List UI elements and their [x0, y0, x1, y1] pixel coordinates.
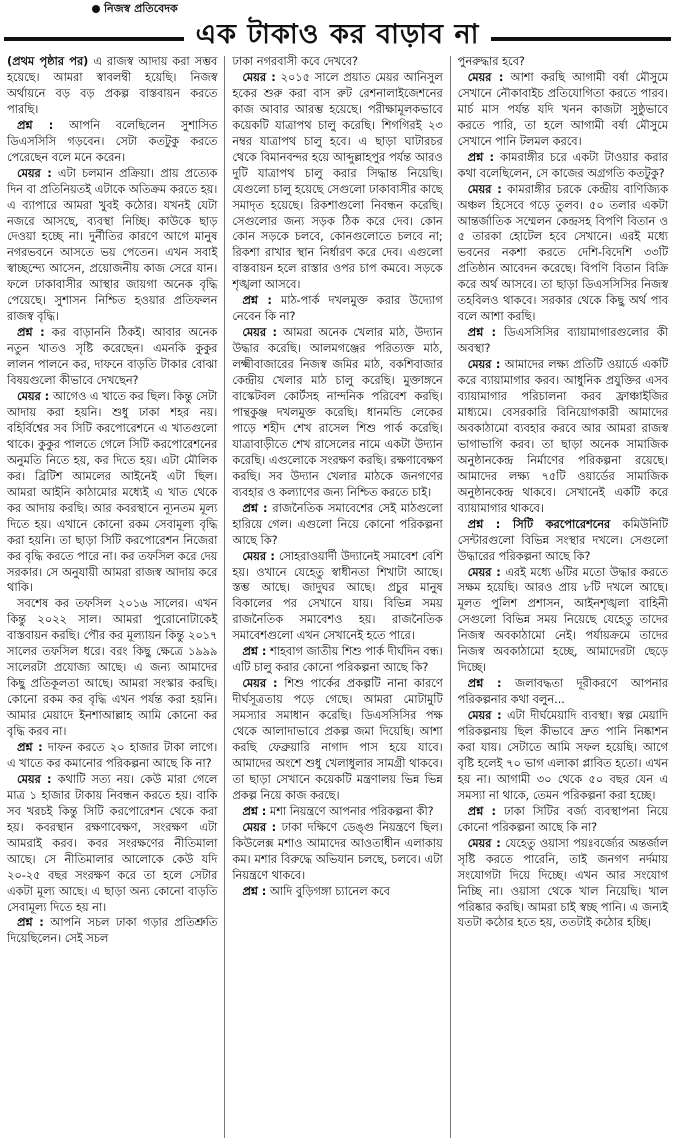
speaker-label: প্রশ্ন : — [242, 294, 272, 308]
paragraph-text: শিশু পার্কের প্রকল্পটি নানা কারণে দীর্ঘসূত্রতায় পড়ে গেছে। আমরা মোটামুটি সমস্যার সমাধান করেছি। ডিএসসিসির পক্ষ থেকে আলাদাভাবে প্রকল্প জমা দিয়েছি। আশা করছি ফেব্রুয়ারি নাগাদ পাস হয়ে যাবে। আমাদের অংশে শুধু খেলাধুলার সামগ্রী থাকবে। তা ছাড়া সেখানে কয়েকটি মন্ত্রণালয় ভিন্ন ভিন্ন প্রকল্প নিয়ে কাজ করছে। — [232, 677, 443, 802]
paragraph-text: কমিউনিটি সেন্টারগুলো বিভিন্ন সংস্থার দখলে। সেগুলো উদ্ধারের পরিকল্পনা আছে কি? — [457, 517, 668, 563]
paragraph — [458, 565, 668, 677]
speaker-label: মেয়র : — [467, 565, 501, 579]
article-body — [4, 54, 671, 1140]
column-1 — [4, 54, 220, 1140]
paragraph — [458, 517, 668, 565]
paragraph — [232, 804, 442, 820]
headline — [0, 14, 675, 59]
paragraph-text: আগেও এ খাতে কর ছিল। কিন্তু সেটা আদায় করা হয়নি। শুধু ঢাকা শহর নয়। বহির্বিশ্বের সব সিটি করপোরেশনে এ খাতগুলো থাকে। কুকুর পালতে গেলে সিটি করপোরেশনের অনুমতি নিতে হয়, কর দিতে হয়। এটা মৌলিক কর। ব্রিটিশ আমলের আইনেই এটা ছিল। আমরা আইনি কাঠামোর মধ্যেই এ খাত থেকে কর আদায় করছি। আর কবরস্থানে ন্যূনতম মূল্য দিতে হয়। এখানে কোনো রকম সেবামূল্য বৃদ্ধি করা হয়নি। তা ছাড়া সিটি করপোরেশন নিজেরা কর বৃদ্ধি করতে পারে না। কর তফসিল করে দেয় সরকার। সে অনুযায়ী আমরা রাজস্ব আদায় করে থাকি। — [7, 390, 218, 595]
paragraph — [232, 501, 442, 549]
speaker-label: প্রশ্ন : — [467, 677, 502, 691]
speaker-label: (প্রথম পৃষ্ঠার পর) — [7, 55, 89, 68]
paragraph — [458, 804, 668, 836]
paragraph-text: মশা নিয়ন্ত্রণে আপনার পরিকল্পনা কী? — [266, 804, 434, 818]
paragraph-text: আদি বুড়িগঙ্গা চ্যানেল কবে — [266, 884, 390, 898]
speaker-label: প্রশ্ন : — [17, 118, 54, 132]
paragraph-text: শাহবাগ জাতীয় শিশু পার্ক দীর্ঘদিন বন্ধ। এটি চালু করার কোনো পরিকল্পনা আছে কি? — [232, 645, 443, 675]
speaker-label: প্রশ্ন : — [242, 804, 267, 818]
paragraph — [7, 740, 217, 772]
paragraph — [458, 54, 668, 70]
paragraph-text: ঢাকা নগরবাসী কবে দেখবে? — [232, 55, 359, 68]
paragraph — [232, 644, 442, 676]
speaker-label: মেয়র : — [242, 549, 275, 563]
speaker-label: মেয়র : — [467, 709, 502, 723]
paragraph — [458, 70, 668, 150]
column-divider — [224, 56, 225, 1138]
paragraph-text: কর বাড়াননি ঠিকই। আবার অনেক নতুন খাতও সৃষ্টি করেছেন। এমনকি কুকুর লালন পালনে কর, দাফনে বাড়তি টাকার বোঝা বিষয়গুলো কীভাবে দেখছেন? — [7, 326, 218, 388]
speaker-label: মেয়র : — [242, 70, 276, 84]
column-divider — [450, 56, 451, 1138]
speaker-label: প্রশ্ন : — [242, 501, 268, 515]
paragraph — [7, 54, 217, 118]
paragraph — [458, 150, 668, 182]
headline-text: এক টাকাও কর বাড়াব না — [184, 19, 492, 50]
paragraph-text: কথাটি সত্য নয়। কেউ মারা গেলে মাত্র ১ হাজার টাকায় নিবন্ধন করতে হয়। বাকি সব খরচই কিন্তু সিটি করপোরেশন থেকে করা হয়। কবরস্থান রক্ষণাবেক্ষণ, সংরক্ষণ এটা আমরাই করব। কবর সংরক্ষণের নীতিমালা আছে। সে নীতিমালার আলোকে কেউ যদি ২০-২৫ বছর সংরক্ষণ করে তা হলে সেটার একটা মূল্য আছে। এ ছাড়া অন্য কোনো বাড়তি সেবামূল্য দিতে হয় না। — [7, 772, 218, 914]
speaker-label: মেয়র : — [242, 677, 278, 691]
paragraph — [7, 596, 217, 740]
paragraph — [232, 884, 442, 900]
speaker-label: মেয়র : — [467, 836, 501, 850]
paragraph-text: ২০১৫ সালে প্রয়াত মেয়র আনিসুল হকের শুরু করা বাস রুট রেশনালাইজেশনের কাজ আবার আরম্ভ হয়েছে। পরীক্ষামূলকভাবে কয়েকটি যাত্রাপথ চালু করেছি। শিগগিরই ২৩ নম্বর যাত্রাপথ চালু হবে। এ ছাড়া ঘাটারচর থেকে বিমানবন্দর হয়ে আব্দুল্লাহপুর পর্যন্ত আরও দুটি যাত্রাপথ চালু করার সিদ্ধান্ত নিয়েছি। যেগুলো চালু হয়েছে সেগুলো ঢাকাবাসীর কাছে সমাদৃত হয়েছে। রিকশাগুলো নিবন্ধন করেছি। সেগুলোর জন্য সড়ক ঠিক করে দেব। কোন কোন সড়কে চলবে, কোনগুলোতে চলবে না; রিকশা রাখার স্থান নির্ধারণ করে দেব। এগুলো বাস্তবায়ন হলে রাস্তার ওপর চাপ কমবে। সড়কে শৃঙ্খলা আসবে। — [232, 70, 443, 292]
paragraph-text: যেহেতু ওয়াসা পয়ঃবর্জ্যের অন্তর্জাল সৃষ্টি করতে পারেনি, তাই জনগণ নর্দমায় সংযোগটা দিয়ে দিচ্ছে। এখন আর সংযোগ নিচ্ছি না। ওয়াসা থেকে খাল নিয়েছি। খাল পরিষ্কার করছি। আমরা চাই স্বচ্ছ পানি। এ জন্যই যতটা কঠোর হতে হয়, ততটাই কঠোর হচ্ছি। — [457, 836, 668, 930]
paragraph-text: কামরাঙ্গীর চরকে কেন্দ্রীয় বাণিজ্যিক অঞ্চল হিসেবে গড়ে তুলব। ৫০ তলার একটা আন্তর্জাতিক সম্মেলন কেন্দ্রসহ বিপণি বিতান ও ৫ তারকা হোটেল হবে সেখানে। এরই মধ্যে ভবনের নকশা করতে দেশি-বিদেশি ৩৩টি প্রতিষ্ঠান আবেদন করেছে। বিপণি বিতান বিক্রি করে অর্থ আসবে। তা ছাড়া ডিএসসিসির নিজস্ব তহবিলও থাকবে। সরকার থেকে কিছু অর্থ পাব বলে আশা করছি। — [457, 182, 668, 324]
speaker-label: মেয়র : — [17, 166, 52, 180]
paragraph — [232, 70, 442, 293]
paragraph-text: পুনরুদ্ধার হবে? — [457, 55, 525, 68]
paragraph-text: আশা করছি আগামী বর্ষা মৌসুমে সেখানে নৌকাবাইচ প্রতিযোগিতা করতে পারব। মার্চ মাস পর্যন্ত যদি খনন কাজটা সুষ্ঠুভাবে করতে পারি, তা হলে আগামী বর্ষা মৌসুমে সেখানে পানি টলমল করবে। — [457, 70, 668, 148]
paragraph — [7, 389, 217, 596]
paragraph-text: এটা চলমান প্রক্রিয়া। প্রায় প্রত্যেক দিন বা প্রতিনিয়তই এটাকে অতিক্রম করতে হয়। এ ব্যাপারে আমরা খুবই কঠোর। যখনই যেটা নজরে আসছে, ব্যবস্থা নিচ্ছি। কাউকে ছাড় দেওয়া হচ্ছে না। দুর্নীতির কারণে আগে মানুষ নগরভবনে আসতে ভয় পেতেন। এখন সবাই স্বাচ্ছন্দ্যে আসেন, প্রয়োজনীয় কাজ সেরে যান। ফলে ঢাকাবাসীর আস্থার জায়গা অনেক বৃদ্ধি পেয়েছে। সুশাসন নিশ্চিত হওয়ার প্রতিফলন রাজস্ব বৃদ্ধি। — [7, 166, 218, 324]
speaker-label: মেয়র : — [242, 326, 278, 340]
paragraph — [458, 708, 668, 804]
speaker-label: মেয়র : — [467, 358, 501, 372]
paragraph-text: রাজনৈতিক সমাবেশের সেই মাঠগুলো হারিয়ে গেল। এগুলো নিয়ে কোনো পরিকল্পনা আছে কি? — [232, 501, 443, 547]
speaker-label: প্রশ্ন : — [467, 150, 495, 164]
paragraph-text: আপনি বলেছিলেন সুশাসিত ডিএসসিসি গড়বেন। সেটা কতটুকু করতে পেরেছেন বলে মনে করেন। — [7, 118, 218, 164]
paragraph — [458, 357, 668, 517]
paragraph — [7, 772, 217, 916]
paragraph-text: মাঠ-পার্ক দখলমুক্ত করার উদ্যোগ নেবেন কি না? — [232, 294, 443, 324]
speaker-label: প্রশ্ন : সিটি করপোরেশনের — [467, 517, 611, 531]
paragraph-text: আপনি সচল ঢাকা গড়ার প্রতিশ্রুতি দিয়েছিলেন। সেই সচল — [7, 916, 218, 946]
paragraph-text: জলাবদ্ধতা দূরীকরণে আপনার পরিকল্পনার কথা বলুন... — [457, 677, 668, 707]
speaker-label: প্রশ্ন : — [17, 916, 44, 930]
paragraph-text: এটা দীর্ঘমেয়াদি ব্যবস্থা। স্বল্প মেয়াদি পরিকল্পনায় ছিল কীভাবে দ্রুত পানি নিষ্কাশন করা যায়। সেটাতে আমি সফল হয়েছি। আগে বৃষ্টি হলেই ৭০ ভাগ এলাকা প্লাবিত হতো। এখন হয় না। আগামী ৩০ থেকে ৫০ বছর যেন এ সমস্যা না থাকে, তেমন পরিকল্পনা করা হচ্ছে। — [457, 709, 668, 802]
paragraph — [458, 676, 668, 708]
paragraph — [232, 676, 442, 804]
column-2 — [229, 54, 445, 1140]
speaker-label: প্রশ্ন : — [242, 645, 267, 659]
paragraph — [232, 325, 442, 500]
speaker-label: মেয়র : — [17, 772, 52, 786]
paragraph-text: এরই মধ্যে ৬টির মতো উদ্ধার করতে সক্ষম হয়েছি। আরও প্রায় ৮টি দখলে আছে। মূলত পুলিশ প্রশাসন, আইনশৃঙ্খলা বাহিনী সেগুলো বিভিন্ন সময় নিয়েছে যেহেতু তাদের নিজস্ব অবকাঠামো নেই। পর্যায়ক্রমে তাদের নিজস্ব অবকাঠামো হচ্ছে, আমাদেরটা ছেড়ে দিচ্ছে। — [457, 565, 668, 675]
speaker-label: প্রশ্ন : — [17, 326, 45, 340]
paragraph — [7, 166, 217, 326]
paragraph — [7, 118, 217, 166]
paragraph-text: ঢাকা দক্ষিণে ডেঙ্গু নিয়ন্ত্রণে ছিল। কিউলেক্স মশাও আমাদের আওতাধীন এলাকায় কম। মশার বিরুদ্ধে অভিযান চলছে, চলবে। এটা নিয়ন্ত্রণে থাকবে। — [232, 820, 443, 882]
paragraph — [232, 549, 442, 645]
paragraph-text: আমাদের লক্ষ্য প্রতিটি ওয়ার্ডে একটি করে ব্যায়ামাগার করব। আধুনিক প্রযুক্তির এসব ব্যায়ামাগার পরিচালনা করব ফ্রাঞ্চাইজির মাধ্যমে। বেসরকারি বিনিয়োগকারী আমাদের অবকাঠামো ব্যবহার করবে আর আমরা রাজস্ব ভাগাভাগি করব। তা ছাড়া অনেক সামাজিক অনুষ্ঠানকেন্দ্র নির্মাণের পরিকল্পনা রয়েছে। আমাদের লক্ষ্য ৭৫টি ওয়ার্ডের সামাজিক অনুষ্ঠানকেন্দ্র থাকবে। সেখানেই একটি করে ব্যায়ামাগার থাকবে। — [457, 358, 668, 515]
paragraph-text: দাফন করতে ২০ হাজার টাকা লাগে। এ খাতে কর কমানোর পরিকল্পনা আছে কি না? — [7, 740, 218, 770]
paragraph — [232, 54, 442, 70]
paragraph — [458, 182, 668, 326]
paragraph-text: ঢাকা সিটির বর্জ্য ব্যবস্থাপনা নিয়ে কোনো পরিকল্পনা আছে কি না? — [457, 804, 669, 834]
byline-text: নিজস্ব প্রতিবেদক — [104, 2, 178, 15]
paragraph-text: এ রাজস্ব আদায় করা সম্ভব হয়েছে। আমরা স্বাবলম্বী হয়েছি। নিজস্ব অর্থায়নে বড় বড় প্রকল্প বাস্তবায়ন করতে পারছি। — [7, 55, 218, 116]
paragraph — [232, 293, 442, 325]
paragraph-text: ডিএসসিসির ব্যায়ামাগারগুলোর কী অবস্থা? — [457, 326, 669, 356]
paragraph — [7, 915, 217, 947]
speaker-label: প্রশ্ন : — [17, 740, 43, 754]
paragraph — [458, 836, 668, 932]
paragraph-text: কামরাঙ্গীর চরে একটা টাওয়ার করার কথা বলেছিলেন, সে কাজের অগ্রগতি কতটুকু? — [457, 150, 668, 180]
paragraph — [232, 820, 442, 884]
paragraph-text: আমরা অনেক খেলার মাঠ, উদ্যান উদ্ধার করেছি। আলমগঞ্জের পরিত্যক্ত মাঠ, লক্ষ্মীবাজারের নিজস্ব জমির মাঠ, বকশিবাজার কেন্দ্রীয় খেলার মাঠ চালু করেছি। মুক্তাঙ্গনে বাস্কেটবল কোর্টসহ নান্দনিক পরিবেশ করছি। পান্থকুঞ্জ দখলমুক্ত করেছি। ধানমন্ডি লেকের পাড়ে শহীদ শেখ রাসেল শিশু পার্ক করেছি। যাত্রাবাড়ীতে শেখ রাসেলের নামে একটা উদ্যান করেছি। এগুলোকে সংরক্ষণ করছি। রক্ষণাবেক্ষণ করছি। সব উদ্যান খেলার মাঠকে জনগণের ব্যবহার ও কল্যাণের জন্য নিশ্চিত করতে চাই। — [232, 326, 443, 499]
speaker-label: মেয়র : — [242, 820, 277, 834]
paragraph — [458, 325, 668, 357]
column-3 — [455, 54, 671, 1140]
speaker-label: প্রশ্ন : — [242, 884, 267, 898]
paragraph-text: সোহরাওয়ার্দী উদ্যানেই সমাবেশ বেশি হয়। ওখানে যেহেতু স্বাধীনতা শিখাটা আছে। স্তম্ভ আছে। জাদুঘর আছে। প্রচুর মানুষ বিকালের পর সেখানে যায়। বিভিন্ন সময় রাজনৈতিক সমাবেশও হয়। রাজনৈতিক সমাবেশগুলো এখন সেখানেই হতে পারে। — [232, 549, 443, 643]
speaker-label: মেয়র : — [467, 70, 504, 84]
speaker-label: মেয়র : — [467, 182, 502, 196]
speaker-label: প্রশ্ন : — [467, 804, 497, 818]
paragraph-text: সবশেষ কর তফসিল ২০১৬ সালের। এখন কিন্তু ২০২২ সাল। আমরা পুরোনোটাকেই বাস্তবায়ন করছি। পৌর কর মূল্যায়ন কিন্তু ২০১৭ সালের তফসিল ধরে। বরং কিছু ক্ষেত্রে ১৯৯৯ সালেরটা প্রযোজ্য আছে। এ জন্য আমাদের কিছু প্রতিকূলতা আছে। আমরা সংস্কার করছি। কোনো রকম কর বৃদ্ধি এখন পর্যন্ত করা হয়নি। আমার মেয়াদে ইনশাআল্লাহ আমি কোনো কর বৃদ্ধি করব না। — [7, 597, 218, 739]
paragraph — [7, 325, 217, 389]
bullet-icon — [92, 5, 100, 13]
speaker-label: মেয়র : — [17, 390, 50, 404]
speaker-label: প্রশ্ন : — [467, 326, 497, 340]
